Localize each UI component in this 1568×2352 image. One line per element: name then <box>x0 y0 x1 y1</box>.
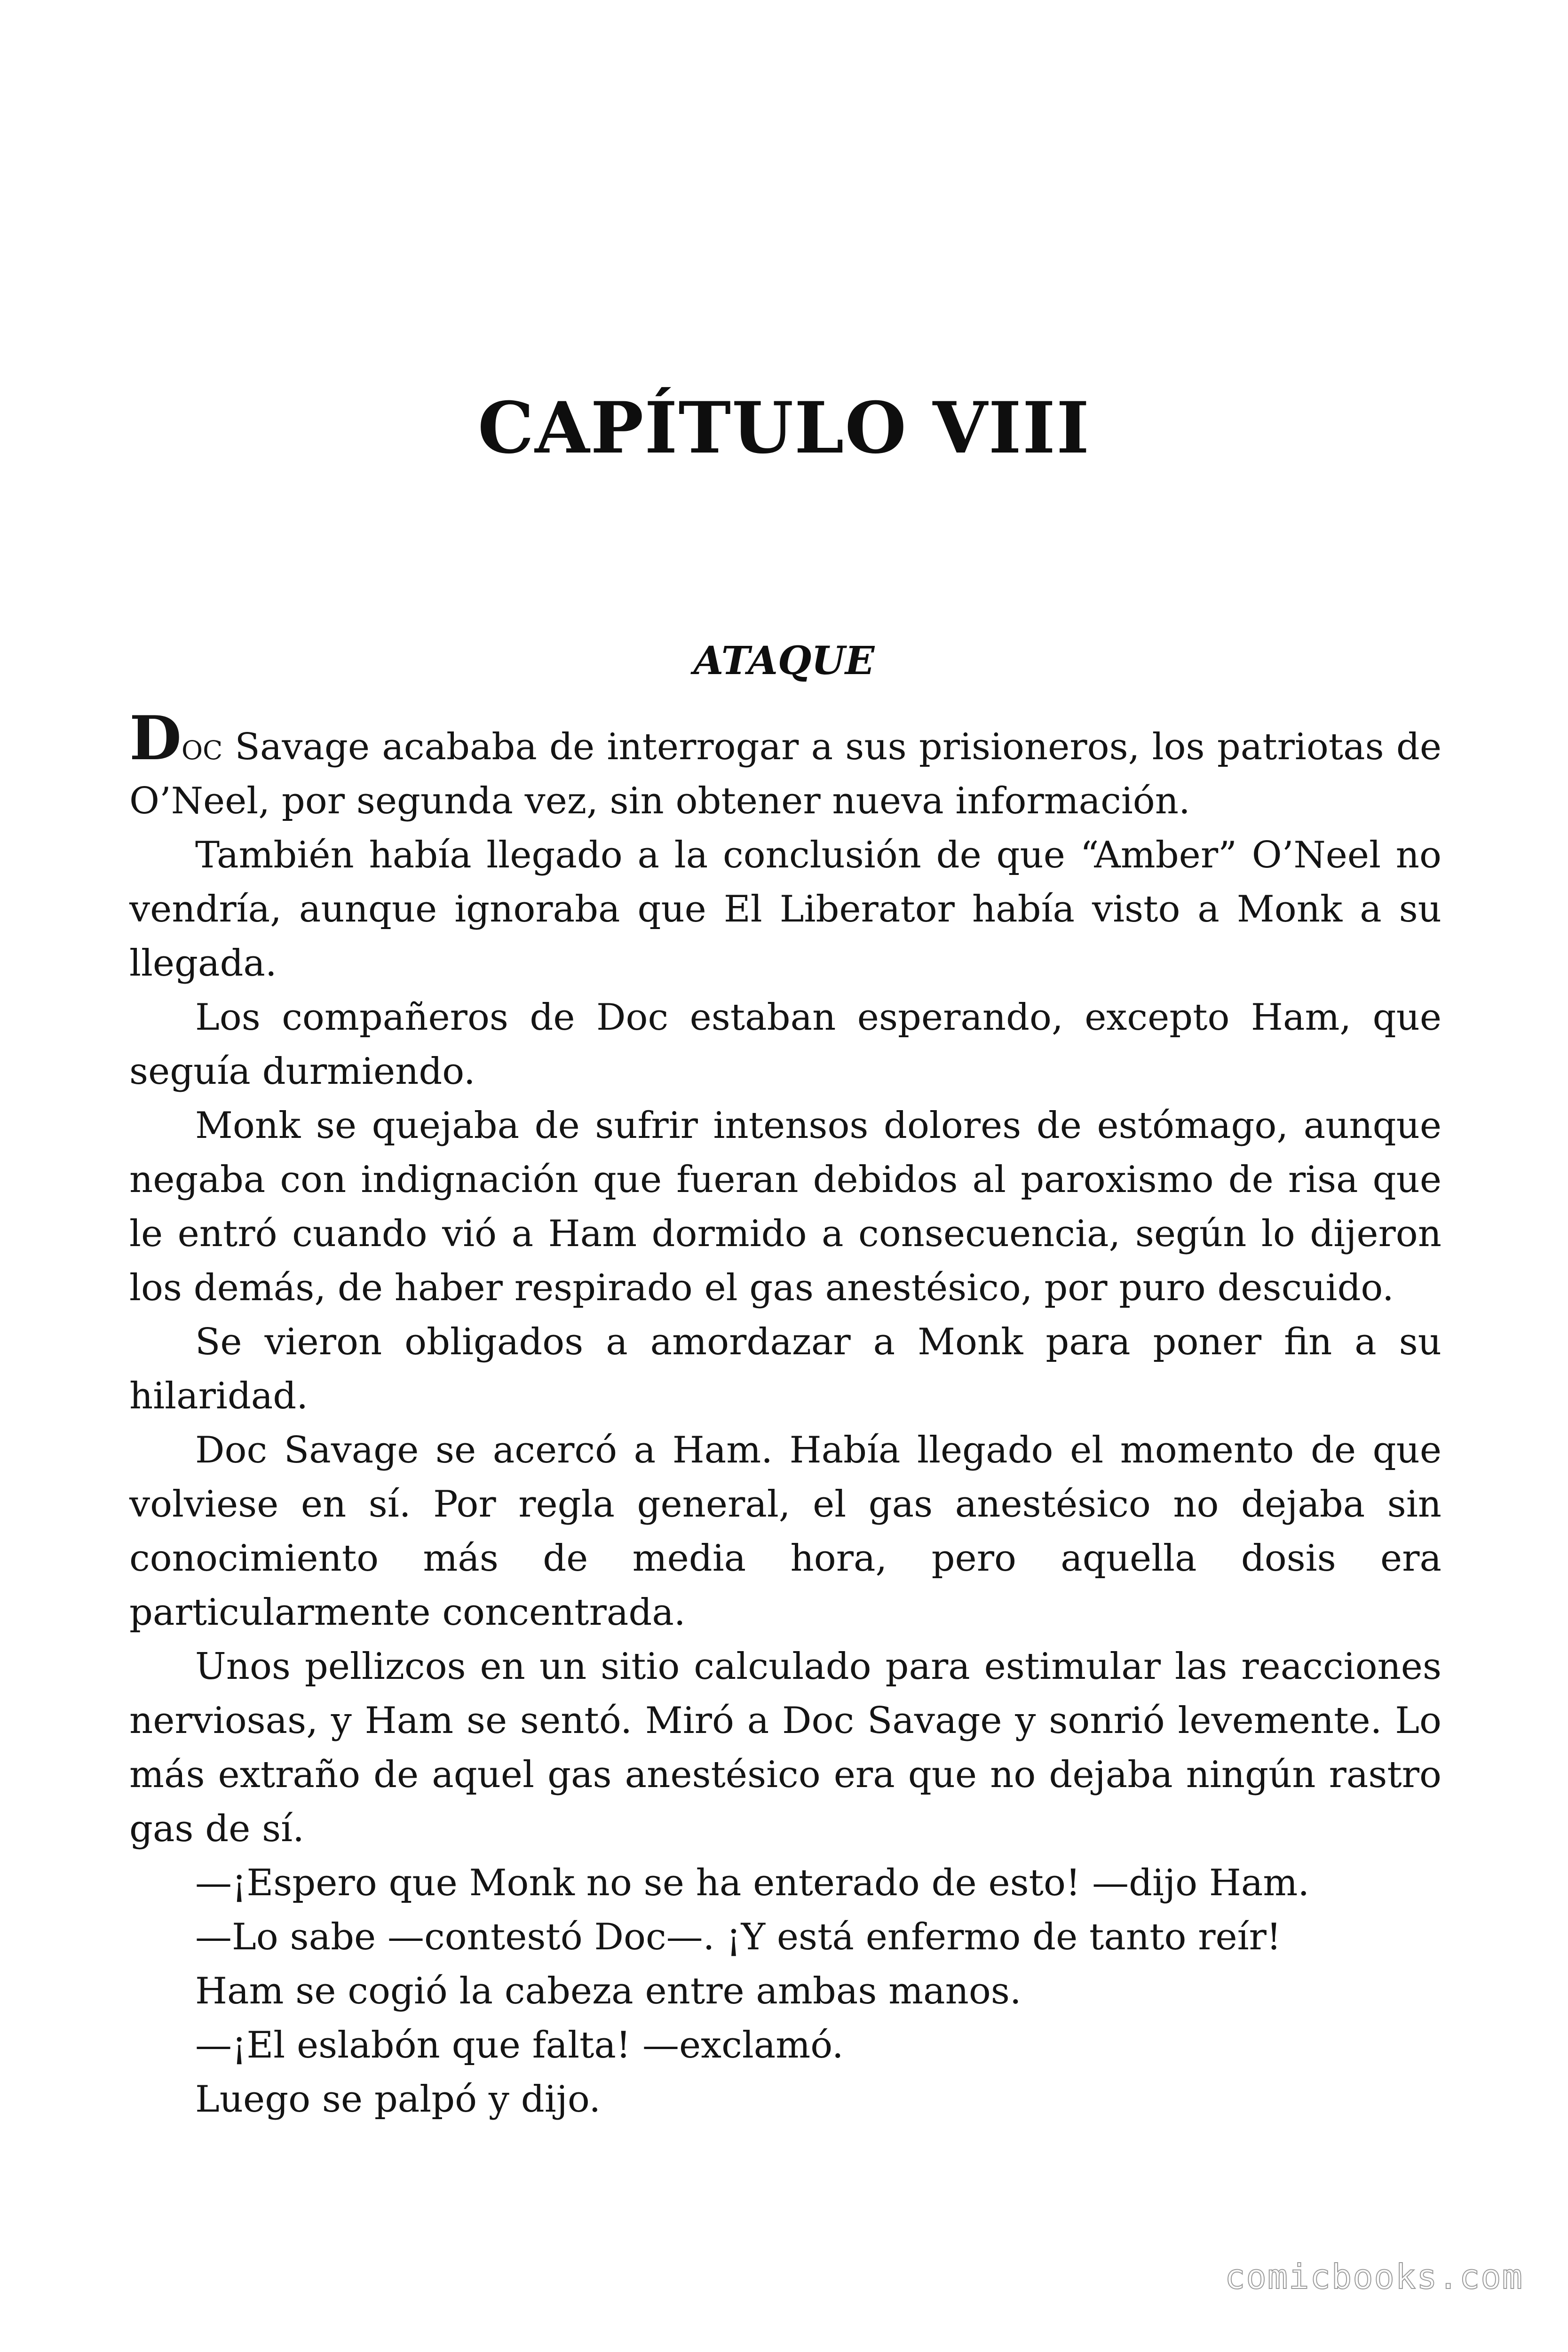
body-text <box>129 703 1441 2127</box>
paragraph-5: Se vieron obligados a amordazar a Monk para poner fin a su hilaridad. <box>129 1321 1441 1417</box>
small-caps-lead: oc <box>182 726 223 768</box>
chapter-title: CAPÍTULO VIII <box>477 387 1091 469</box>
paragraph-4: Monk se quejaba de sufrir intensos dolores de estómago, aunque negaba con indignación que fueran debidos al paroxismo de risa que le entró cuando vió a Ham dormido a consecuencia, según lo dijeron los demás, de haber respirado el gas anestésico, por puro descuido. <box>129 1104 1441 1309</box>
paragraph-12: Luego se palpó y dijo. <box>195 2078 601 2121</box>
paragraph-2: También había llegado a la conclusión de que “Amber” O’Neel no vendría, aunque ignoraba que El Liberator había visto a Monk a su llegada. <box>129 834 1441 985</box>
section-title: ATAQUE <box>693 638 875 683</box>
paragraph-1-text: Savage acababa de interrogar a sus prisioneros, los patriotas de O’Neel, por segunda vez, sin obtener nueva información. <box>129 726 1441 822</box>
paragraph-3: Los compañeros de Doc estaban esperando, excepto Ham, que seguía durmiendo. <box>129 996 1441 1093</box>
paragraph-6: Doc Savage se acercó a Ham. Había llegado el momento de que volviese en sí. Por regla general, el gas anestésico no dejaba sin conocimiento más de media hora, pero aquella dosis era particularmente concentrada. <box>129 1429 1441 1634</box>
drop-cap: D <box>129 703 182 774</box>
paragraph-1 <box>129 703 1441 828</box>
dialogue-line-3: —¡El eslabón que falta! —exclamó. <box>195 2024 844 2066</box>
dialogue-line-2: —Lo sabe —contestó Doc—. ¡Y está enfermo de tanto reír! <box>195 1916 1282 1958</box>
dialogue-line-1: —¡Espero que Monk no se ha enterado de esto! —dijo Ham. <box>195 1862 1310 1904</box>
paragraph-7: Unos pellizcos en un sitio calculado para estimular las reacciones nerviosas, y Ham se sentó. Miró a Doc Savage y sonrió levemente. Lo más extraño de aquel gas anestésico era que no dejaba ningún rastro gas de sí. <box>129 1645 1441 1850</box>
paragraph-10: Ham se cogió la cabeza entre ambas manos. <box>195 1970 1022 2012</box>
watermark: comicbooks.com <box>1225 2257 1523 2296</box>
